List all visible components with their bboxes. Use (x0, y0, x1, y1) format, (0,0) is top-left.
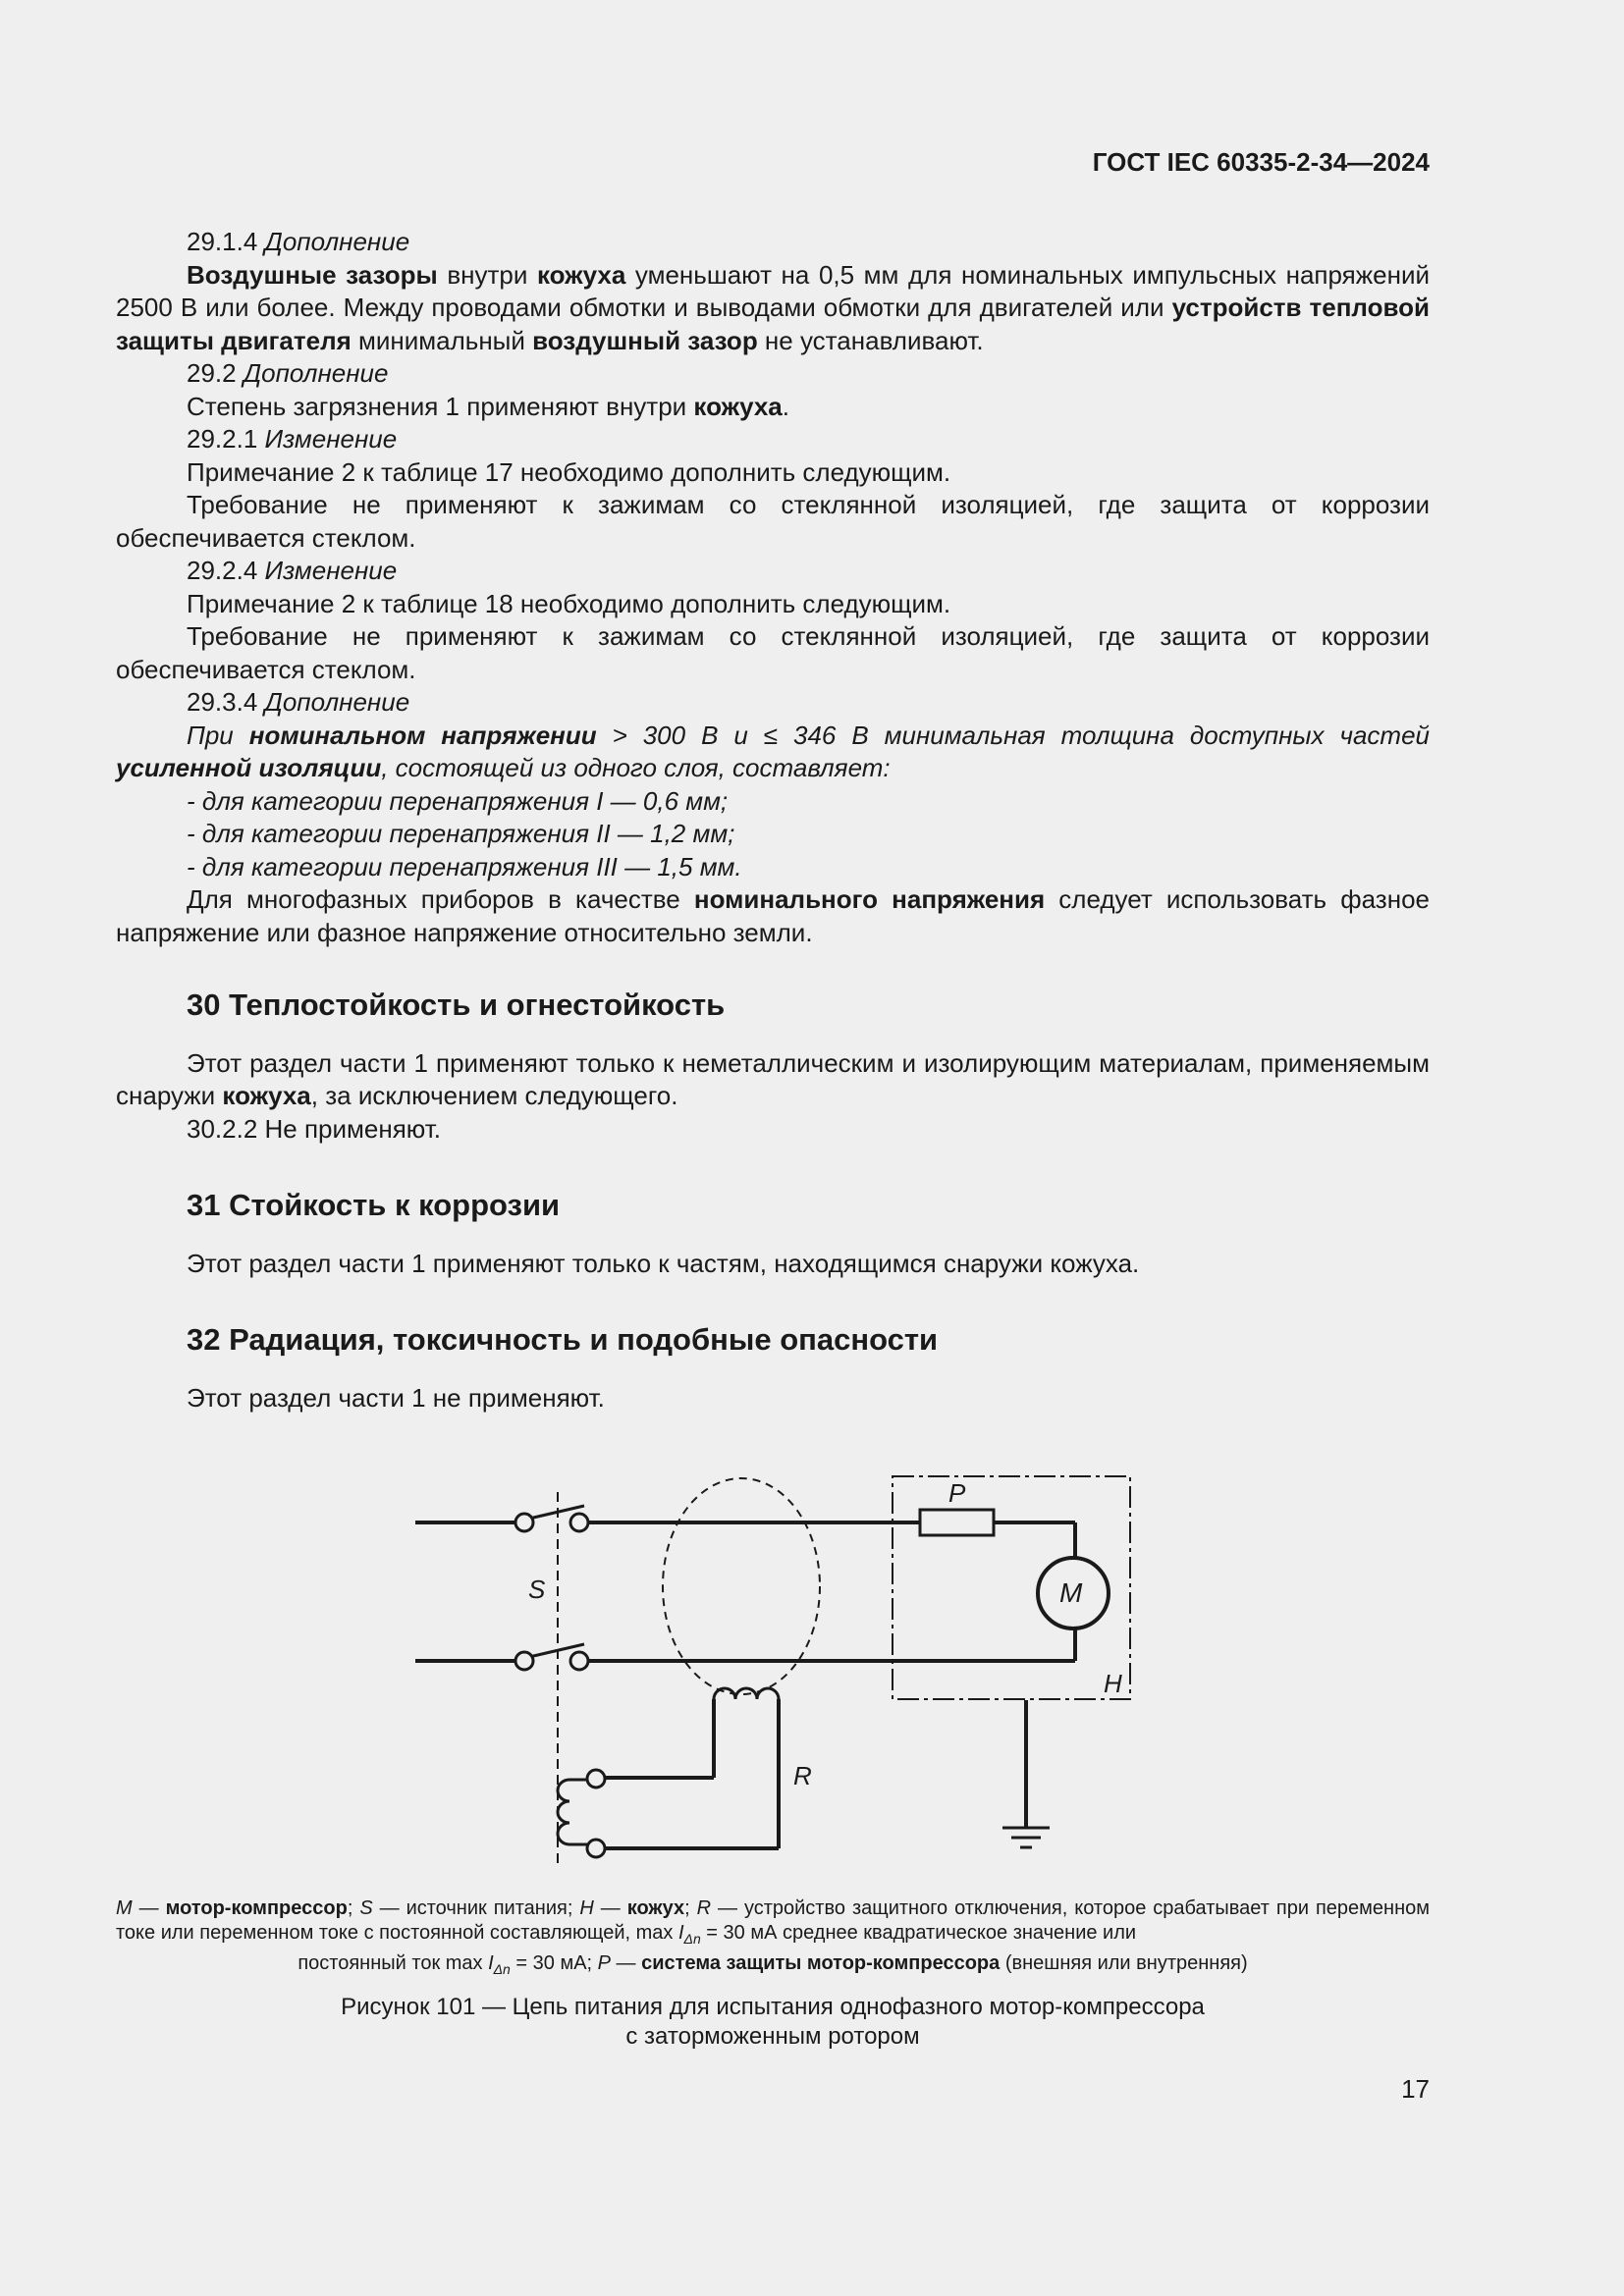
paragraph: Воздушные зазоры внутри кожуха уменьшают на 0,5 мм для номинальных импульсных напряжений 2500 В или более. Между проводами обмотки и выводами обмотки для двигателей или устройств тепловой защиты двигателя минимальный воздушный зазор не устанавливают. (116, 259, 1431, 355)
clause-heading: 29.2.1 Изменение (187, 424, 398, 454)
paragraph: Примечание 2 к таблице 18 необходимо дополнить следующим. (187, 588, 951, 618)
figure-legend (116, 1896, 1430, 1982)
clause-heading: 29.2 Дополнение (187, 358, 389, 388)
terminal (570, 1652, 588, 1670)
figure-caption (116, 1993, 1430, 2052)
label-m: M (1059, 1577, 1083, 1608)
page-number: 17 (1401, 2074, 1430, 2104)
paragraph: Этот раздел части 1 применяют только к частям, находящимся снаружи кожуха. (187, 1248, 1140, 1278)
terminal (587, 1840, 605, 1857)
paragraph: Этот раздел части 1 не применяют. (187, 1382, 605, 1413)
section-heading-30: 30 Теплостойкость и огнестойкость (187, 988, 726, 1022)
paragraph: Требование не применяют к зажимам со стеклянной изоляцией, где защита от коррозии обеспечивается стеклом. (116, 621, 1430, 684)
label-s: S (528, 1575, 546, 1604)
label-r: R (793, 1761, 812, 1790)
caption-line-2: с заторможенным ротором (625, 2023, 920, 2050)
legend-lines-1-2: M — мотор-компрессор; S — источник питания; H — кожух; R — устройство защитного отключения, которое срабатывает при переменном токе или переменном токе с постоянной составляющей, $\max I_{\Delta n} = 30$ мА среднее квадратическое значение или (116, 1897, 1430, 1947)
paragraph: Этот раздел части 1 применяют только к неметаллическим и изолирующим материалам, применяемым снаружи кожуха, за исключением следующего. (116, 1047, 1430, 1110)
label-p: P (948, 1478, 966, 1508)
list-item: - для категории перенапряжения II — 1,2 мм; (187, 819, 735, 848)
section-heading-32: 32 Радиация, токсичность и подобные опасности (187, 1322, 939, 1357)
terminal (587, 1770, 605, 1788)
terminal (570, 1514, 588, 1531)
clause-heading: 29.2.4 Изменение (187, 556, 398, 585)
terminal (515, 1514, 533, 1531)
clause-heading: 29.3.4 Дополнение (187, 687, 410, 717)
resistor-p (920, 1510, 994, 1535)
list-item: - для категории перенапряжения I — 0,6 мм; (187, 785, 729, 816)
terminal (515, 1652, 533, 1670)
section-heading-31: 31 Стойкость к коррозии (187, 1188, 561, 1222)
paragraph: Для многофазных приборов в качестве номинального напряжения следует использовать фазное напряжение или фазное напряжение относительно земли. (116, 884, 1430, 947)
paragraph: 30.2.2 Не применяют. (187, 1113, 441, 1144)
clause-heading: 29.1.4 Дополнение (187, 227, 410, 256)
paragraph: Примечание 2 к таблице 17 необходимо дополнить следующим. (187, 456, 951, 487)
list-item: - для категории перенапряжения III — 1,5 мм. (187, 851, 742, 881)
label-h: H (1104, 1669, 1122, 1698)
paragraph: Требование не применяют к зажимам со стеклянной изоляцией, где защита от коррозии обеспечивается стеклом. (116, 490, 1430, 553)
standard-header: ГОСТ IEC 60335-2-34—2024 (1092, 147, 1430, 177)
legend-line-3: постоянный ток $\max I_{\Delta n} = 30$ мА; P — система защиты мотор-компрессора (внешняя или внутренняя) (298, 1952, 1248, 1977)
paragraph: Степень загрязнения 1 применяют внутри кожуха. (187, 391, 789, 421)
paragraph: При номинальном напряжении > 300 В и ≤ 346 В минимальная толщина доступных частей усиленной изоляции, состоящей из одного слоя, составляет: (116, 720, 1431, 782)
caption-line-1: Рисунок 101 — Цепь питания для испытания однофазного мотор-компрессора (341, 1994, 1205, 2020)
trip-coil (558, 1780, 569, 1844)
